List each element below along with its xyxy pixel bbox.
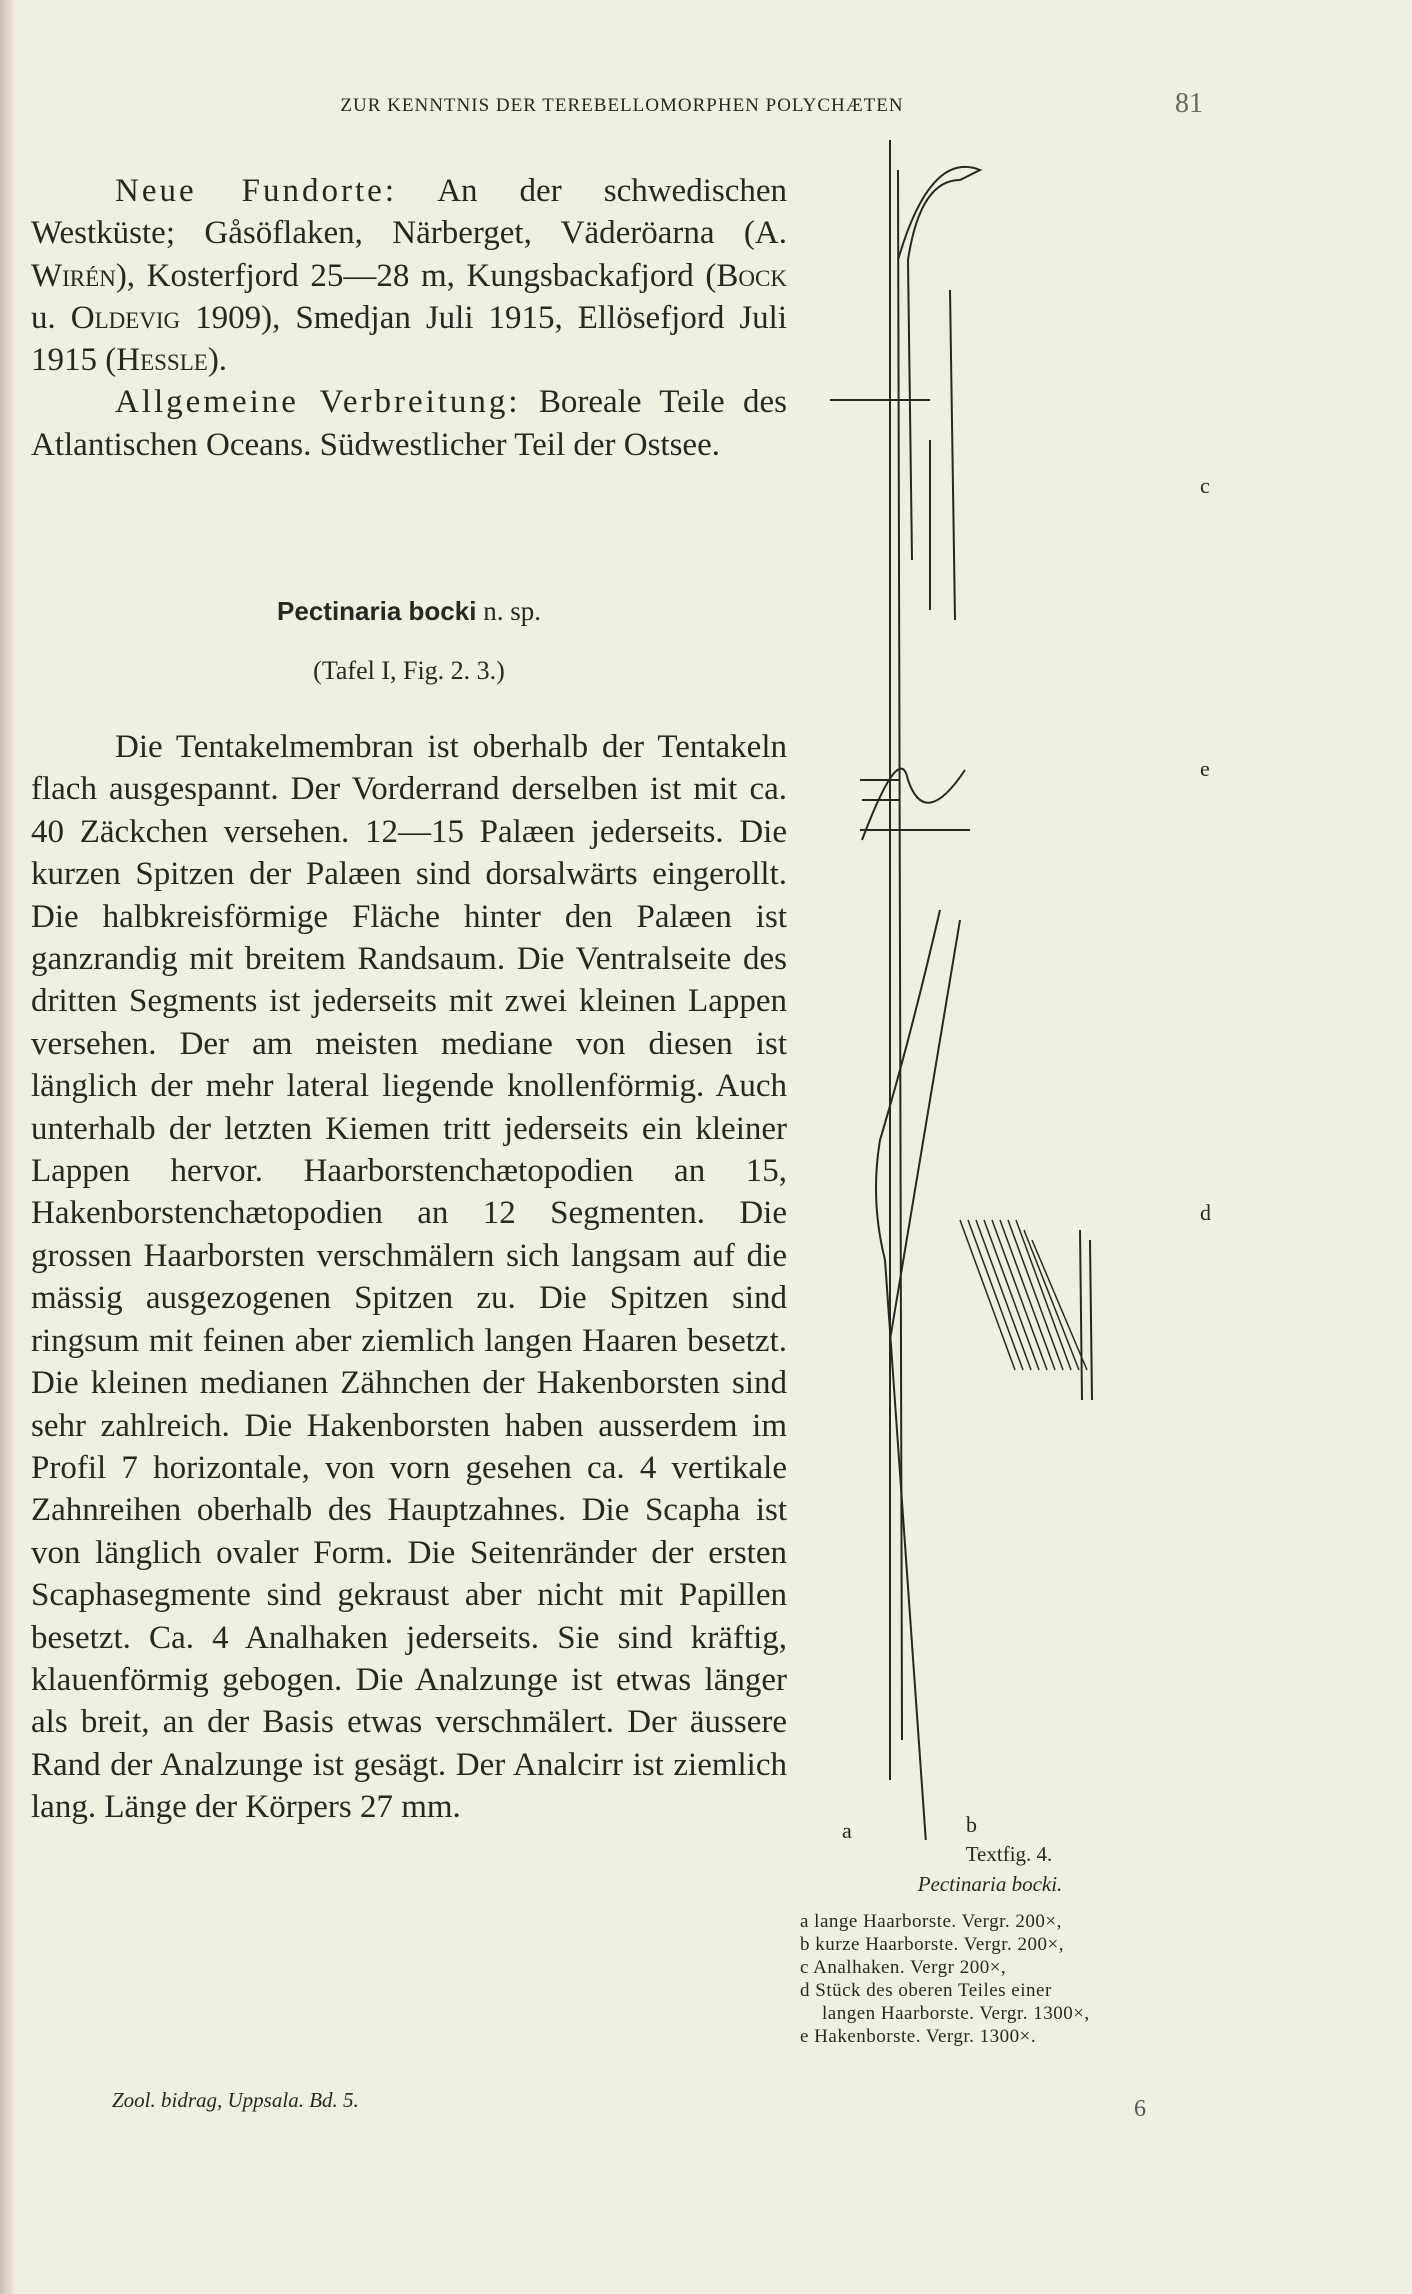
running-head: ZUR KENNTNIS DER TEREBELLOMORPHEN POLYCHÆTEN xyxy=(340,95,904,116)
legend-item: a lange Haarborste. Vergr. 200×, xyxy=(800,1911,1062,1932)
fig-label-d: d xyxy=(1200,1200,1211,1225)
description-paragraph: Die Tentakelmembran ist oberhalb der Tentakeln flach ausgespannt. Der Vorderrand derselben ist mit ca. 40 Zäckchen versehen. 12—15 Palæen jederseits. Die kurzen Spitzen der Palæen sind dorsalwärts eingerollt. Die halbkreisförmige Fläche hinter den Palæen ist ganzrandig mit breitem Randsaum. Die Ventralseite des dritten Segments ist jederseits mit zwei kleinen Lappen versehen. Der am meisten mediane von diesen ist länglich der mehr lateral liegende knollenförmig. Auch unterhalb der letzten Kiemen tritt jederseits ein kleiner Lappen hervor. Haarborstenchætopodien an 15, Hakenborstenchætopodien an 12 Segmenten. Die grossen Haarborsten verschmälern sich langsam auf die mässig ausgezogenen Spitzen zu. Die Spitzen sind ringsum mit feinen aber ziemlich langen Haaren besetzt. Die kleinen medianen Zähnchen der Hakenborsten sind sehr zahlreich. Die Hakenborsten haben ausserdem im Profil 7 horizontale, von vorn gesehen ca. 4 vertikale Zahnreihen oberhalb des Hauptzahnes. Die Scapha ist von länglich ovaler Form. Die Seitenränder der ersten Scaphasegmente sind gekraust aber nicht mit Papillen besetzt. Ca. 4 Analhaken jederseits. Sie sind kräftig, klauenförmig gebogen. Die Analzunge ist etwas länger als breit, an der Basis etwas verschmälert. Der äussere Rand der Analzunge ist gesägt. Der Analcirr ist ziemlich lang. Länge der Körpers 27 mm. xyxy=(31,729,787,1826)
legend-item: c Analhaken. Vergr 200×, xyxy=(800,1957,1007,1978)
figure-caption-title: Textfig. 4. xyxy=(965,1842,1053,1866)
page-number: 81 xyxy=(1175,88,1203,119)
legend-item: e Hakenborste. Vergr. 1300×. xyxy=(800,2026,1037,2047)
anal-hook-c xyxy=(898,167,980,560)
textfig-illustration xyxy=(790,140,1210,1840)
intro-text xyxy=(31,170,787,466)
fig-label-c: c xyxy=(1200,473,1210,498)
description-text xyxy=(31,726,787,1829)
species-nsp: n. sp. xyxy=(476,596,541,626)
author-wiren: Wirén xyxy=(31,257,116,294)
verbreitung-label: Allgemeine Verbreitung: xyxy=(115,384,521,421)
bristle-d-hairs xyxy=(960,1220,1087,1370)
fig-label-b: b xyxy=(966,1812,977,1837)
fundorte-label: Neue Fundorte: xyxy=(115,173,397,209)
author-oldevig: Oldevig xyxy=(70,299,181,336)
fig-label-e: e xyxy=(1200,756,1210,781)
bristle-b-curve xyxy=(876,910,940,1840)
journal-footer: Zool. bidrag, Uppsala. Bd. 5. xyxy=(112,2088,359,2112)
species-name: Pectinaria bocki xyxy=(277,596,477,626)
figure-caption-species: Pectinaria bocki. xyxy=(917,1872,1063,1896)
author-hessle: Hessle xyxy=(116,342,208,379)
fig-label-a: a xyxy=(842,1818,852,1843)
legend-item: b kurze Haarborste. Vergr. 200×, xyxy=(800,1934,1064,1955)
figure-legend xyxy=(800,1910,1200,2048)
plate-reference: (Tafel I, Fig. 2. 3.) xyxy=(313,656,505,685)
fundorte-paragraph: Neue Fundorte: An der schwedischen Westküste; Gåsöflaken, Närberget, Väderöarna (A. Wirén), Kosterfjord 25—28 m, Kungsbackafjord (Bock u. Oldevig 1909), Smedjan Juli 1915, Ellösefjord Juli 1915 (Hessle). xyxy=(31,173,787,379)
signature-mark: 6 xyxy=(1134,2096,1146,2122)
verbreitung-paragraph: Allgemeine Verbreitung: Boreale Teile des Atlantischen Oceans. Südwestlicher Teil der Ostsee. xyxy=(31,384,787,463)
author-bock: Bock xyxy=(716,257,787,294)
species-heading xyxy=(31,596,787,627)
legend-item: langen Haarborste. Vergr. 1300×, xyxy=(822,2003,1090,2024)
page-edge xyxy=(0,0,14,2294)
legend-item: d Stück des oberen Teiles einer xyxy=(800,1980,1052,2001)
